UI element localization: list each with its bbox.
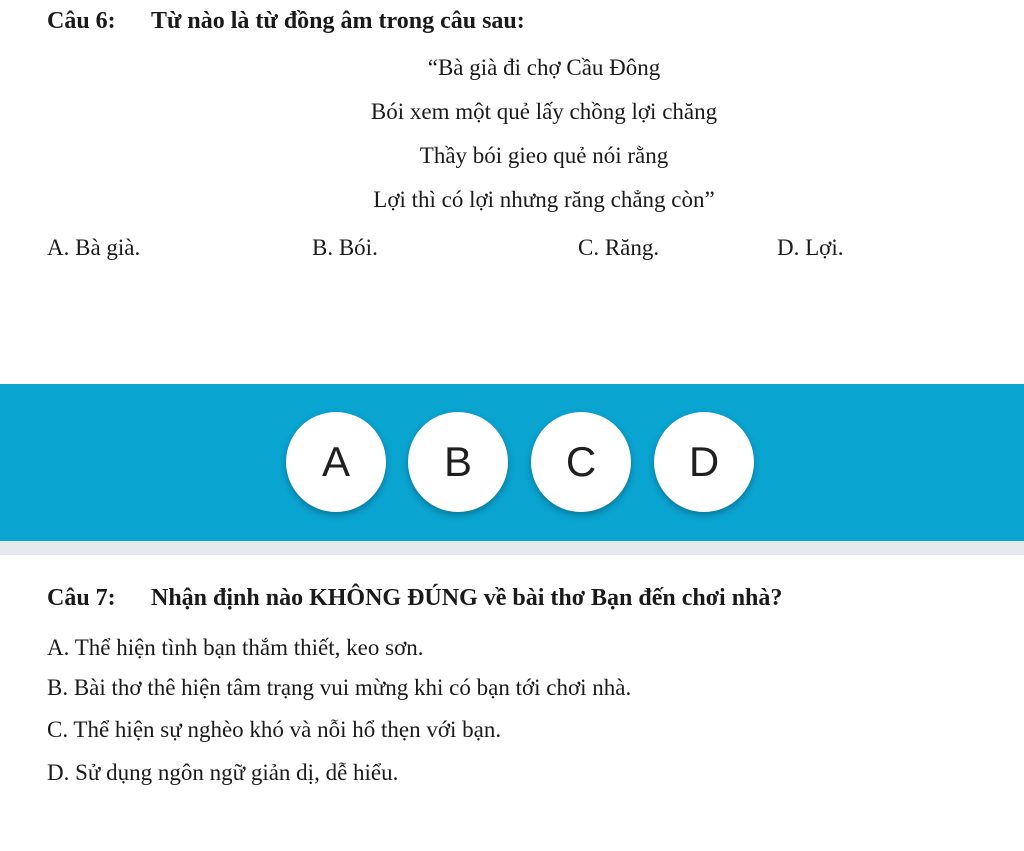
question-7-option-c: C. Thể hiện sự nghèo khó và nỗi hổ thẹn với bạn. xyxy=(47,717,502,742)
answer-bar-divider xyxy=(0,541,1024,555)
answer-button-a[interactable]: A xyxy=(286,412,386,512)
poem-line-4: Lợi thì có lợi nhưng răng chẳng còn” xyxy=(373,187,715,212)
question-7-text: Nhận định nào KHÔNG ĐÚNG về bài thơ Bạn đến chơi nhà? xyxy=(151,585,783,611)
answer-button-d[interactable]: D xyxy=(654,412,754,512)
poem-line-1: “Bà già đi chợ Cầu Đông xyxy=(427,55,661,80)
question-6-option-c: C. Răng. xyxy=(578,235,660,260)
question-7-option-b: B. Bài thơ thê hiện tâm trạng vui mừng khi có bạn tới chơi nhà. xyxy=(47,675,632,700)
question-6-option-a: A. Bà già. xyxy=(47,235,141,260)
question-6-heading xyxy=(47,8,525,35)
question-7-option-d: D. Sử dụng ngôn ngữ giản dị, dễ hiểu. xyxy=(47,760,399,785)
poem-line-3: Thầy bói gieo quẻ nói rằng xyxy=(419,143,669,168)
question-6-option-b: B. Bói. xyxy=(312,235,378,260)
question-6-number: Câu 6: xyxy=(47,8,116,34)
question-6-option-d: D. Lợi. xyxy=(777,235,844,260)
question-7-heading xyxy=(47,585,782,612)
question-6-text: Từ nào là từ đồng âm trong câu sau: xyxy=(151,8,525,34)
answer-button-c[interactable]: C xyxy=(531,412,631,512)
answer-button-b[interactable]: B xyxy=(408,412,508,512)
question-7-number: Câu 7: xyxy=(47,585,116,611)
answer-bar xyxy=(0,384,1024,541)
poem-line-2: Bói xem một quẻ lấy chồng lợi chăng xyxy=(370,99,718,124)
question-7-option-a: A. Thể hiện tình bạn thắm thiết, keo sơn. xyxy=(47,635,424,660)
